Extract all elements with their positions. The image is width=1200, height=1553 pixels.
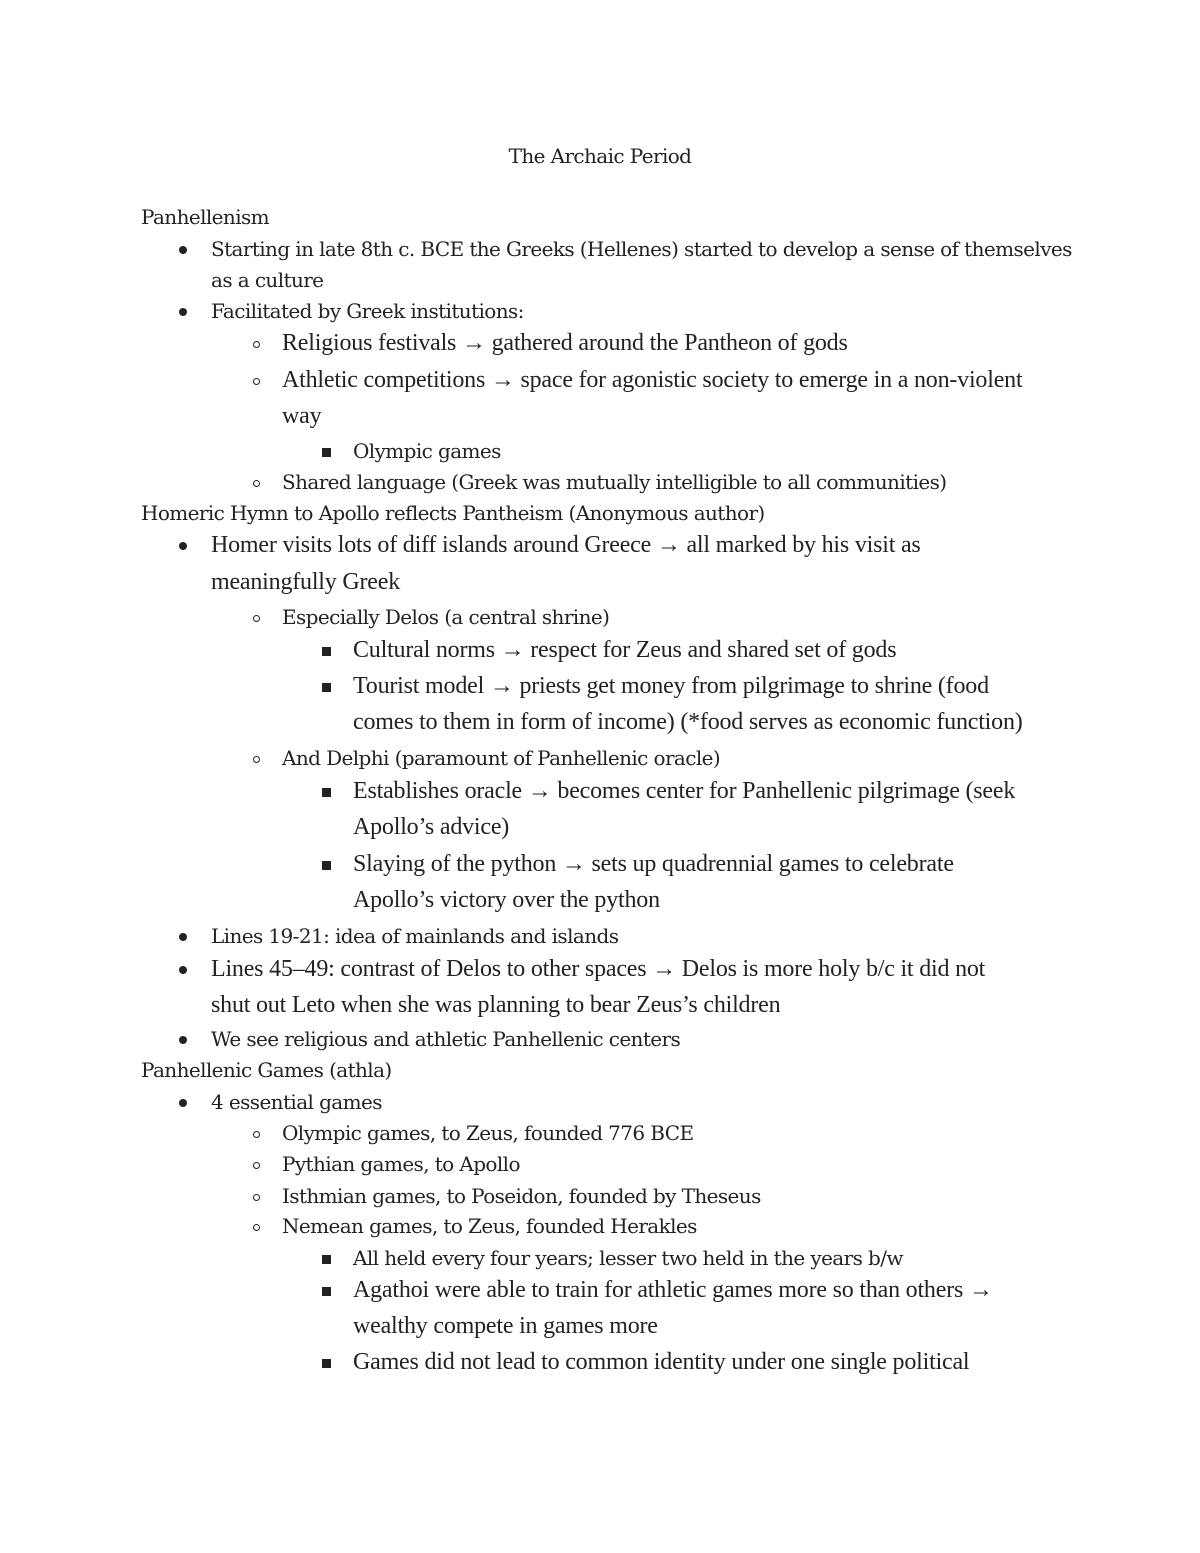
list-item-text: Lines 19-21: idea of mainlands and islands (211, 924, 619, 948)
list-item-text: Athletic competitions → space for agonistic society to emerge in a non-violent (282, 366, 1023, 393)
page-title: The Archaic Period (508, 144, 692, 168)
bullet-dot-icon (179, 1099, 187, 1107)
list-item-text: way (282, 402, 322, 429)
list-item-text: Pythian games, to Apollo (282, 1152, 520, 1176)
bullet-circle-icon (253, 480, 260, 487)
list-item-text: Apollo’s advice) (353, 813, 510, 840)
list-item-text: Slaying of the python → sets up quadrennial games to celebrate (353, 850, 954, 877)
bullet-dot-icon (179, 933, 187, 941)
bullet-square-icon (322, 861, 331, 870)
list-item-text: And Delphi (paramount of Panhellenic oracle) (282, 746, 721, 770)
list-item-text: Religious festivals → gathered around the Pantheon of gods (282, 329, 848, 356)
list-item-text: All held every four years; lesser two held in the years b/w (353, 1246, 903, 1270)
section-heading: Homeric Hymn to Apollo reflects Pantheism (Anonymous author) (141, 501, 765, 525)
list-item-text: Shared language (Greek was mutually intelligible to all communities) (282, 470, 947, 494)
bullet-square-icon (322, 683, 331, 692)
list-item-text: Apollo’s victory over the python (353, 886, 660, 913)
list-item-text: Homer visits lots of diff islands around Greece → all marked by his visit as (211, 531, 921, 558)
bullet-circle-icon (253, 378, 260, 385)
list-item-text: shut out Leto when she was planning to bear Zeus’s children (211, 991, 781, 1018)
list-item-text: Establishes oracle → becomes center for Panhellenic pilgrimage (seek (353, 777, 1016, 804)
bullet-dot-icon (179, 1036, 187, 1044)
bullet-square-icon (322, 1359, 331, 1368)
list-item-text: Olympic games, to Zeus, founded 776 BCE (282, 1121, 694, 1145)
list-item-text: Especially Delos (a central shrine) (282, 605, 610, 629)
bullet-square-icon (322, 788, 331, 797)
list-item-text: 4 essential games (211, 1090, 382, 1114)
list-item-text: Isthmian games, to Poseidon, founded by Theseus (282, 1184, 761, 1208)
bullet-circle-icon (253, 1162, 260, 1169)
list-item-text: Starting in late 8th c. BCE the Greeks (Hellenes) started to develop a sense of themselves (211, 237, 1072, 261)
list-item-text: Olympic games (353, 439, 501, 463)
bullet-dot-icon (179, 246, 187, 254)
list-item-text: Cultural norms → respect for Zeus and shared set of gods (353, 636, 897, 663)
list-item-text: We see religious and athletic Panhellenic centers (211, 1027, 681, 1051)
section-heading: Panhellenic Games (athla) (141, 1058, 392, 1082)
list-item-text: Nemean games, to Zeus, founded Herakles (282, 1214, 697, 1238)
list-item-text: Tourist model → priests get money from pilgrimage to shrine (food (353, 672, 989, 699)
bullet-circle-icon (253, 756, 260, 763)
list-item-text: Facilitated by Greek institutions: (211, 299, 524, 323)
list-item-text: as a culture (211, 268, 324, 292)
list-item-text: Games did not lead to common identity under one single political (353, 1348, 970, 1375)
bullet-dot-icon (179, 966, 187, 974)
list-item-text: comes to them in form of income) (*food serves as economic function) (353, 708, 1023, 735)
section-heading: Panhellenism (141, 205, 270, 229)
bullet-square-icon (322, 1287, 331, 1296)
bullet-circle-icon (253, 1224, 260, 1231)
bullet-dot-icon (179, 542, 187, 550)
bullet-square-icon (322, 448, 331, 457)
bullet-square-icon (322, 1255, 331, 1264)
bullet-circle-icon (253, 1194, 260, 1201)
bullet-circle-icon (253, 341, 260, 348)
list-item-text: Lines 45–49: contrast of Delos to other spaces → Delos is more holy b/c it did not (211, 955, 986, 982)
bullet-dot-icon (179, 308, 187, 316)
bullet-circle-icon (253, 1131, 260, 1138)
list-item-text: meaningfully Greek (211, 568, 400, 595)
bullet-circle-icon (253, 615, 260, 622)
list-item-text: wealthy compete in games more (353, 1312, 658, 1339)
bullet-square-icon (322, 647, 331, 656)
list-item-text: Agathoi were able to train for athletic games more so than others → (353, 1276, 993, 1303)
